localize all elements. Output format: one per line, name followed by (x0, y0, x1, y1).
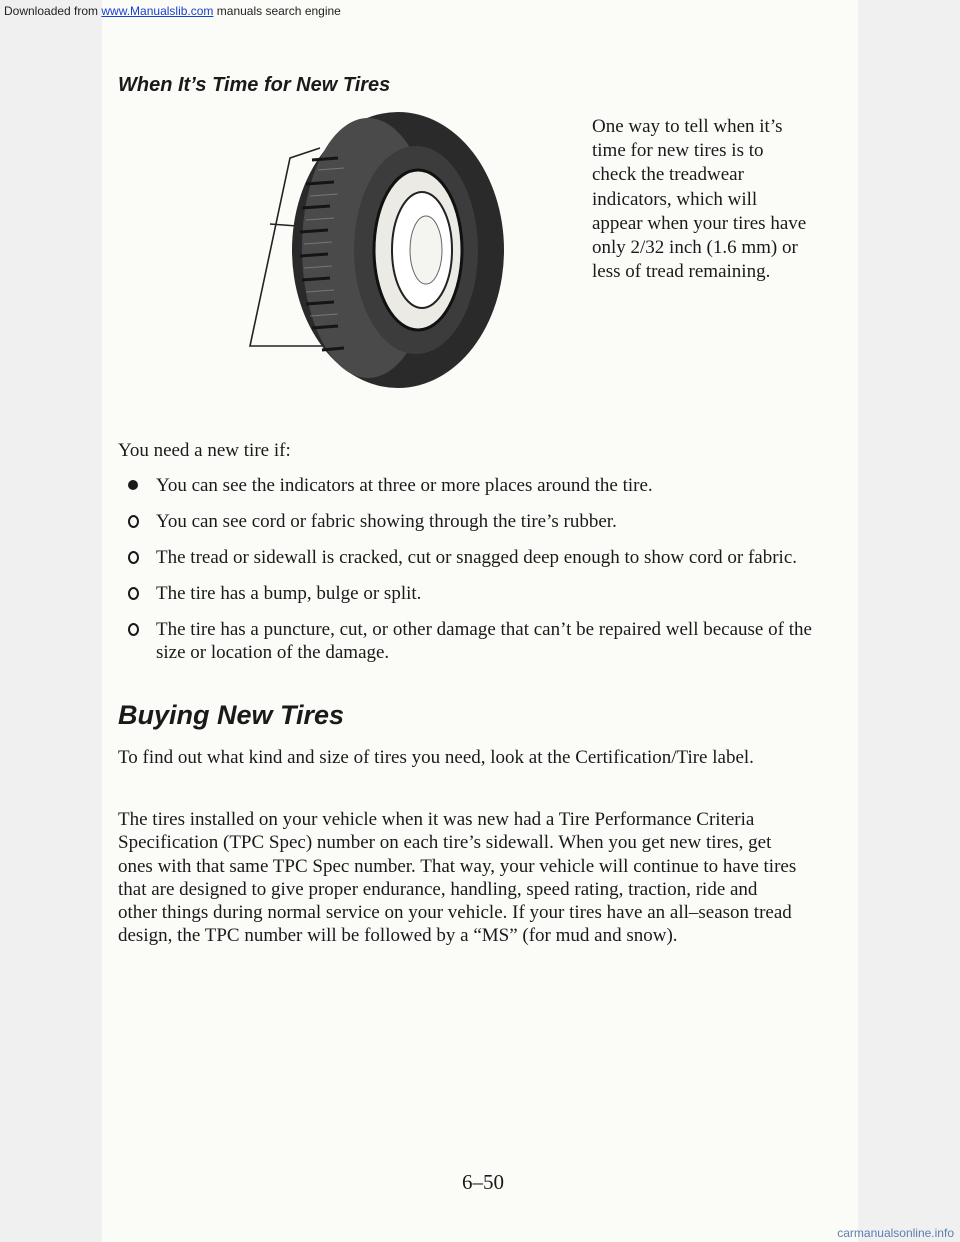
section-heading: When It’s Time for New Tires (118, 74, 391, 96)
intro-paragraph: One way to tell when it’s time for new tires is to check the treadwear indicators, which will appear when your tires have only 2/32 inch (1.6 mm) or less of tread remaining. (592, 116, 807, 283)
download-prefix: Downloaded from (4, 4, 102, 18)
watermark: carmanualsonline.info (837, 1226, 954, 1240)
manualslib-link[interactable]: www.Manualslib.com (101, 4, 214, 18)
page-number: 6–50 (462, 1170, 504, 1194)
list-item-text: You can see the indicators at three or more places around the tire. (156, 475, 653, 496)
list-item (118, 618, 838, 664)
buying-paragraph-2: The tires installed on your vehicle when it was new had a Tire Performance Criteria Specification (TPC Spec) number on each tire’s sidewall. When you get new tires, get ones with that same TPC Spec number. That way, your vehicle will continue to have tires that are designed to give proper endurance, handling, speed rating, traction, ride and other things during normal service on your vehicle. If your tires have an all–season tread design, the TPC number will be followed by a “MS” (for mud and snow). (118, 809, 797, 947)
list-item (118, 582, 838, 605)
download-suffix: manuals search engine (213, 4, 341, 18)
bullet-icon (128, 587, 139, 600)
tire-illustration (238, 100, 528, 392)
list-item (118, 546, 838, 569)
list-item-text: The tire has a bump, bulge or split. (156, 583, 422, 604)
list-item (118, 474, 838, 497)
list-item (118, 510, 838, 533)
bullet-icon (128, 515, 139, 528)
bullet-icon (128, 480, 138, 490)
list-item-text: The tread or sidewall is cracked, cut or snagged deep enough to show cord or fabric. (156, 547, 798, 568)
new-tire-conditions (118, 474, 838, 677)
bullet-icon (128, 623, 139, 636)
buying-paragraph-1: To find out what kind and size of tires you need, look at the Certification/Tire label. (118, 747, 754, 768)
buying-heading: Buying New Tires (118, 700, 345, 730)
bullet-icon (128, 551, 139, 564)
list-item-text: The tire has a puncture, cut, or other damage that can’t be repaired well because of the size or location of the damage. (156, 619, 812, 663)
list-item-text: You can see cord or fabric showing through the tire’s rubber. (156, 511, 617, 532)
download-header (4, 4, 341, 18)
needs-lead-in: You need a new tire if: (118, 440, 291, 461)
